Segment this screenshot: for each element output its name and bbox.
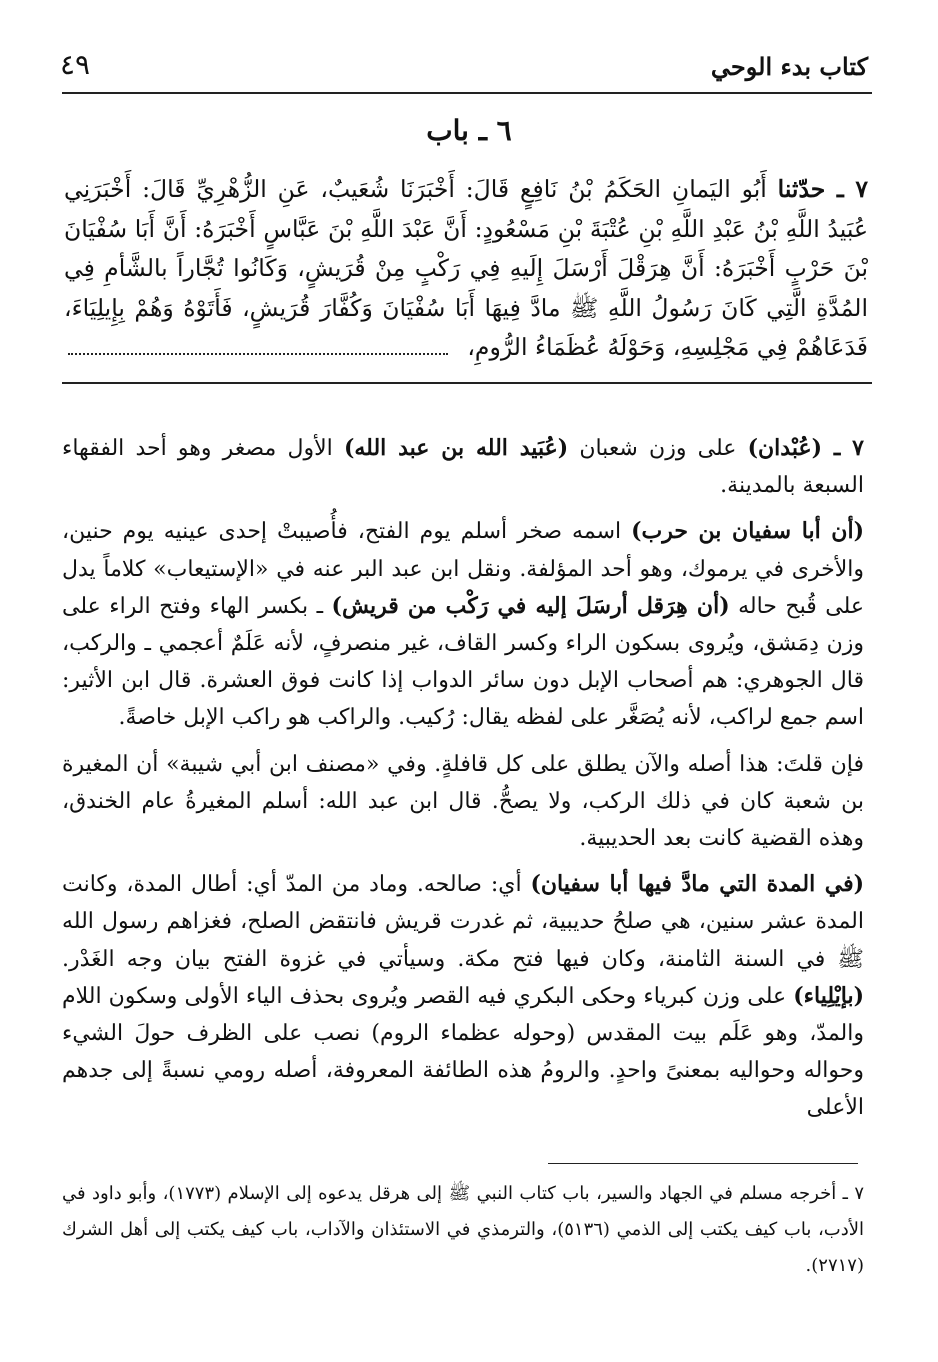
commentary-lemma: (في المدة التي مادَّ فيها أبا سفيان) bbox=[530, 871, 864, 898]
commentary-text: على وزن شعبان bbox=[568, 436, 748, 461]
commentary-text: على وزن كبرياء وحكى البكري فيه القصر ويُروى بحذف الياء الأولى وسكون اللام والمدّ، وهو عَلَم بيت المقدس (وحوله عظماء الروم) نصب على الظرف حولَ الشيء وحواله وحواليه بمعنىً واحدٍ. والرومُ هذه الطائفة المعروفة، أصله رومي نسبةً إلى جدهم الأعلى bbox=[62, 983, 864, 1121]
chapter-title: ٦ ـ باب bbox=[426, 114, 512, 147]
commentary-lemma: (عُبَيد الله بن عبد الله) bbox=[343, 435, 569, 461]
commentary-lemma: (أن هِرَقل أرسَلَ إليه في رَكْب من قريش) bbox=[331, 592, 730, 619]
footnote: ٧ ـ أخرجه مسلم في الجهاد والسير، باب كتاب النبي ﷺ إلى هرقل يدعوه إلى الإسلام (١٧٧٣)، وأبو داود في الأدب، باب كيف يكتب إلى الذمي (٥١٣٦)، والترمذي في الاستئذان والآداب، باب كيف يكتب إلى أهل الشرك (٢٧١٧). bbox=[62, 1183, 864, 1276]
commentary-text: فإن قلتَ: هذا أصله والآن يطلق على كل قافلةٍ. وفي «مصنف ابن أبي شيبة» أن المغيرة بن شعبة كان في ذلك الركب، ولا يصحُّ. قال ابن عبد الله: أسلم المغيرةُ عام الخندق، وهذه القضية كانت بعد الحديبية. bbox=[62, 751, 864, 852]
hadith-text bbox=[64, 170, 868, 368]
commentary-lemma: (بإيْلِياء) bbox=[793, 982, 864, 1009]
page-number: ٤٩ bbox=[60, 48, 91, 81]
continuation-dots bbox=[68, 343, 448, 355]
commentary-paragraph bbox=[62, 513, 864, 736]
commentary bbox=[62, 430, 864, 1136]
commentary-text: أي: صالحه. وماد من المدّ أي: أطال المدة، وكانت المدة عشر سنين، هي صلحُ حديبية، ثم غدرت قريش فانتقض الصلح، فغزاهم رسول الله ﷺ في السنة الثامنة، وكان فيها فتح مكة. وسيأتي في غزوة الفتح بيان وجه الغَدْر. bbox=[62, 872, 864, 972]
commentary-paragraph bbox=[62, 746, 864, 858]
footnote-divider bbox=[548, 1163, 858, 1164]
text-commentary-divider bbox=[62, 382, 872, 384]
header-divider bbox=[62, 92, 872, 94]
commentary-text: اسمه صخر أسلم يوم الفتح، فأُصيبتْ إحدى عينيه يوم حنين، والأخرى في يرموك، وهو أحد المؤلفة. ونقل ابن عبد البر عنه في «الإستيعاب» كلاماً يدل على قُبح حاله bbox=[62, 519, 864, 619]
commentary-paragraph bbox=[62, 430, 864, 504]
hadith-body: أَبُو اليَمانِ الحَكَمُ بْنُ نَافِعٍ قَالَ: أَخْبَرَنَا شُعَيبٌ، عَنِ الزُّهْرِيِّ قَالَ: أَخْبَرَنِي عُبَيدُ اللَّهِ بْنُ عَبْدِ اللَّهِ بْنِ عُتْبَةَ بْنِ مَسْعُودٍ: أَنَّ عَبْدَ اللَّهِ بْنَ عَبَّاسٍ أَخْبَرَهُ: أَنَّ أَبَا سُفْيَانَ بْنَ حَرْبٍ أَخْبَرَهُ: أَنَّ هِرَقْلَ أَرْسَلَ إِلَيهِ فِي رَكْبٍ مِنْ قُرَيشٍ، وَكَانُوا تُجَّاراً بالشَّأمِ فِي المُدَّةِ الَّتِي كَانَ رَسُولُ اللَّهِ ﷺ مادَّ فِيهَا أَبَا سُفْيَانَ وَكُفَّارَ قُرَيشٍ، فَأَتَوْهُ وَهُمْ بِإِيلِيَاءَ، فَدَعَاهُمْ فِي مَجْلِسِهِ، وَحَوْلَهُ عُظَمَاءُ الرُّومِ، bbox=[64, 175, 868, 361]
commentary-text: الأول مصغر وهو أحد الفقهاء السبعة بالمدينة. bbox=[62, 436, 864, 499]
running-title: كتاب بدء الوحي bbox=[710, 52, 868, 81]
commentary-lemma: (أن أبا سفيان بن حرب) bbox=[631, 518, 864, 545]
commentary-paragraph bbox=[62, 866, 864, 1126]
commentary-lemma: ٧ ـ (عُبْدان) bbox=[747, 435, 864, 461]
hadith-number: ٧ ـ حدّثنا bbox=[777, 175, 868, 203]
commentary-text: ـ بكسر الهاء وفتح الراء على وزن دِمَشق، ويُروى بسكون الراء وكسر القاف، غير منصرفٍ، لأنه عَلَمٌ أعجمي ـ والركب، قال الجوهري: هم أصحاب الإبل دون سائر الدواب إذا كانت فوق العشرة. قال ابن الأثير: اسم جمع لراكب، لأنه يُصَغَّر على لفظه يقال: رُكيب. والراكب هو راكب الإبل خاصةً. bbox=[62, 593, 864, 731]
